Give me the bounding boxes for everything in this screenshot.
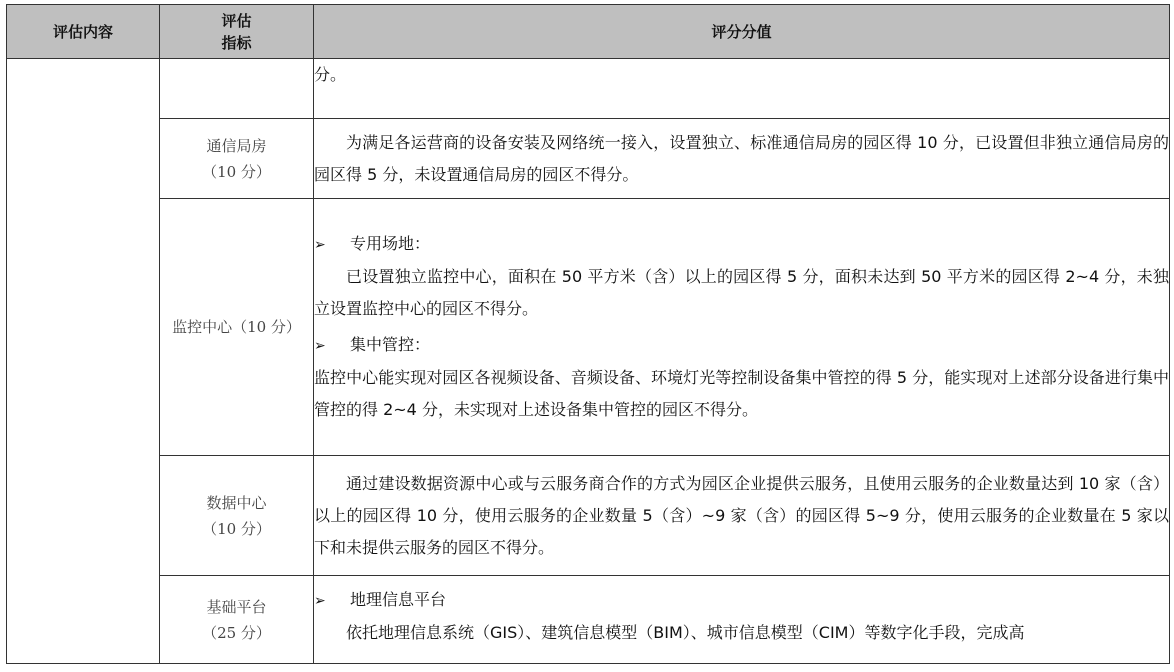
bullet-item [314, 228, 1169, 261]
indicator-cell [160, 576, 314, 664]
arrowhead-bullet-icon: ➢ [314, 237, 326, 253]
indicator-name: 数据中心 [206, 493, 267, 512]
bullet-label: 集中管控： [350, 335, 431, 354]
header-indicator [160, 5, 314, 59]
table-row [7, 456, 1170, 576]
arrowhead-bullet-icon: ➢ [314, 338, 326, 354]
indicator-points: （25 分） [202, 623, 271, 642]
score-cell [314, 199, 1170, 456]
bullet-label: 地理信息平台 [350, 590, 447, 609]
score-text: 为满足各运营商的设备安装及网络统一接入，设置独立、标准通信局房的园区得 10 分，已设置但非独立通信局房的园区得 5 分，未设置通信局房的园区不得分。 [314, 132, 1169, 184]
indicator-name: 基础平台 [206, 597, 267, 616]
score-cell [314, 456, 1170, 576]
arrowhead-bullet-icon: ➢ [314, 593, 326, 609]
score-text: 通过建设数据资源中心或与云服务商合作的方式为园区企业提供云服务，且使用云服务的企业数量达到 10 家（含）以上的园区得 10 分，使用云服务的企业数量 5（含）~9 家（含）的园区得 5~9 分，使用云服务的企业数量在 5 家以下和未提供云服务的园区不得分。 [314, 473, 1169, 557]
indicator-cell [160, 199, 314, 456]
bullet-label: 专用场地： [350, 234, 431, 253]
score-text: 已设置独立监控中心，面积在 50 平方米（含）以上的园区得 5 分，面积未达到 50 平方米的园区得 2~4 分，未独立设置监控中心的园区不得分。 [314, 267, 1169, 318]
table-row [7, 119, 1170, 199]
header-indicator-line1: 评估 [221, 11, 252, 30]
indicator-cell [160, 119, 314, 199]
score-cell [314, 119, 1170, 199]
content-cell [7, 59, 160, 664]
indicator-name: 监控中心（10 分） [172, 318, 301, 336]
table-row [7, 576, 1170, 664]
header-indicator-line2: 指标 [221, 33, 252, 52]
indicator-cell [160, 59, 314, 119]
table-row [7, 59, 1170, 119]
evaluation-table [6, 4, 1170, 664]
header-score: 评分分值 [314, 5, 1170, 59]
score-text: 监控中心能实现对园区各视频设备、音频设备、环境灯光等控制设备集中管控的得 5 分，能实现对上述部分设备进行集中管控的得 2~4 分，未实现对上述设备集中管控的园区不得分。 [314, 368, 1169, 419]
score-cell [314, 59, 1170, 119]
bullet-item [314, 329, 1169, 362]
indicator-cell [160, 456, 314, 576]
indicator-name: 通信局房 [206, 136, 267, 155]
header-row [7, 5, 1170, 59]
score-cell [314, 576, 1170, 664]
score-text: 分。 [314, 65, 347, 84]
table-row [7, 199, 1170, 456]
score-text: 依托地理信息系统（GIS）、建筑信息模型（BIM）、城市信息模型（CIM）等数字化手段，完成高 [346, 623, 1025, 642]
indicator-points: （10 分） [202, 162, 271, 181]
header-content: 评估内容 [7, 5, 160, 59]
indicator-points: （10 分） [202, 519, 271, 538]
bullet-item [314, 584, 1169, 617]
